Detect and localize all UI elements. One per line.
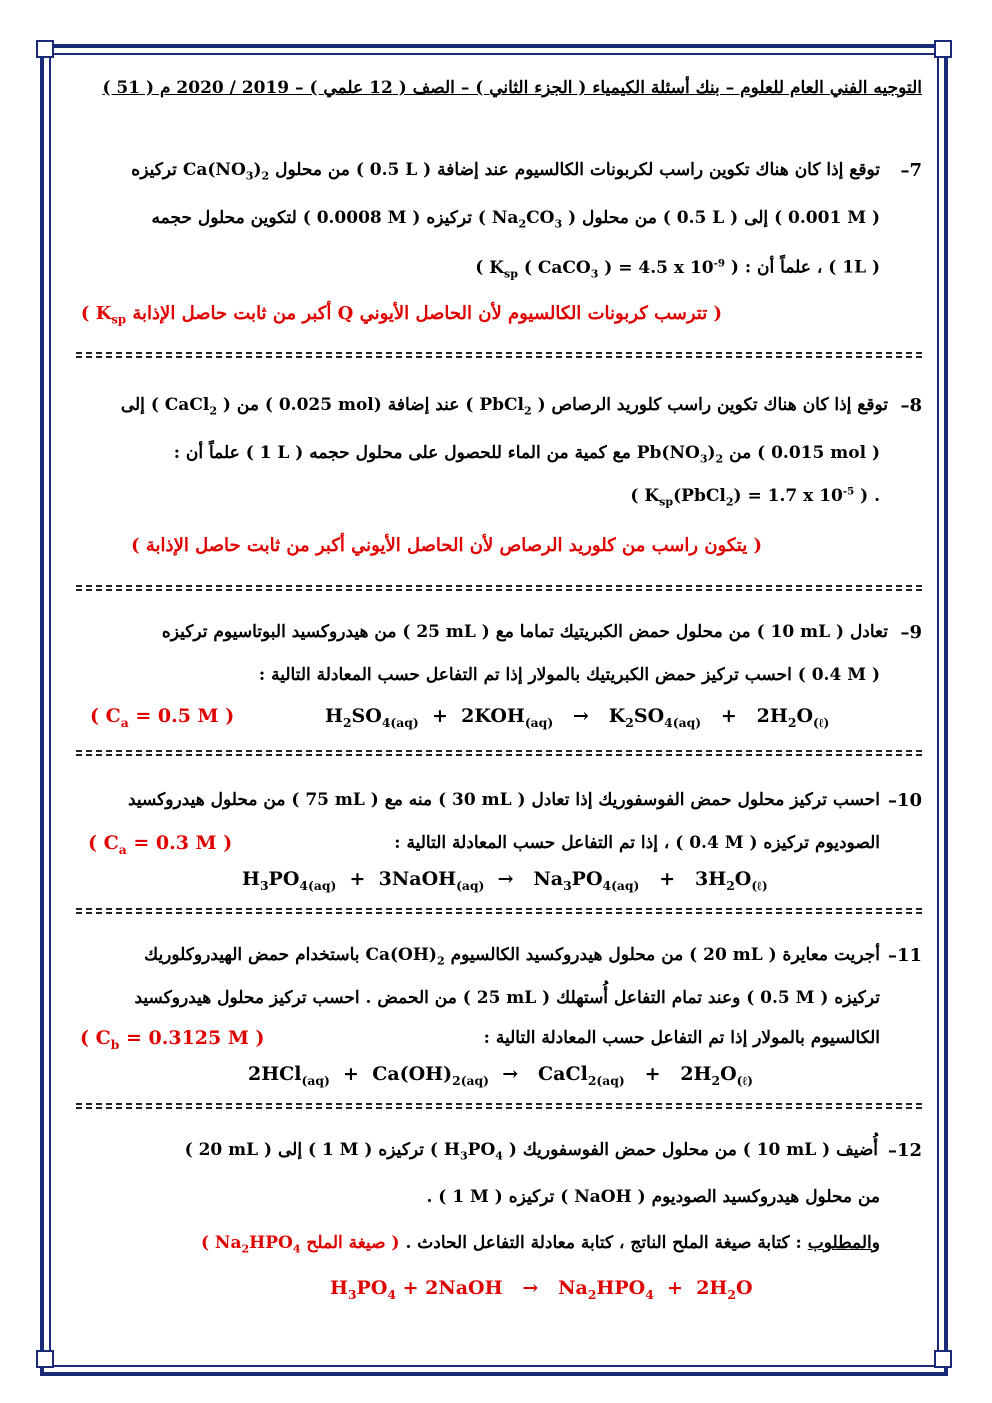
question-line: ( $K_{sp}(PbCl_2) = 1.7$ x $10^{-5}$ ) .	[630, 485, 880, 509]
equation: $H_2SO_{4(aq)} + 2KOH_{(aq)} \to K_2SO_{4(aq)} + 2H_2O_{(\ell)}$	[325, 705, 830, 730]
answer: ( $C_b = 0.3125$ M )	[80, 1027, 265, 1052]
border-corner	[934, 1350, 952, 1368]
question-number: 11–	[887, 945, 922, 966]
answer-equation: $H_3PO_4$ + 2NaOH → $Na_2HPO_4 + 2H_2O$	[330, 1277, 753, 1302]
question-line: الصوديوم تركيزه ( 0.4 M ) ، إذا تم التفاعل حسب المعادلة التالية :	[394, 833, 880, 853]
question-line: أجريت معايرة ( 20 mL ) من محلول هيدروكسيد الكالسيوم $Ca(OH)_2$ باستخدام حمض الهيدروكلوريك	[144, 945, 880, 968]
question-line	[201, 1233, 880, 1255]
question-line: تركيزه ( 0.5 M ) وعند تمام التفاعل أُستهلك ( 25 mL ) من الحمض . احسب تركيز محلول هيدروكسيد	[134, 988, 880, 1008]
separator	[76, 908, 922, 914]
equation: $H_3PO_{4(aq)}$ + 3NaOH$_{(aq)}$ → $Na_3PO_{4(aq)} + 3H_2O_{(\ell)}$	[242, 868, 768, 893]
border-corner	[36, 40, 54, 58]
question-line: ( 0.015 mol ) من $Pb(NO_3)_2$ مع كمية من الماء للحصول على محلول حجمه ( 1 L ) علماً أن :	[173, 443, 880, 466]
question-line: توقع إذا كان هناك تكوين راسب لكربونات الكالسيوم عند إضافة ( 0.5 L ) من محلول $Ca(NO_3)_2$ تركيزه	[131, 160, 880, 183]
question-number: 9–	[900, 622, 922, 643]
question-line: احسب تركيز محلول حمض الفوسفوريك إذا تعادل ( 30 mL ) منه مع ( 75 mL ) من محلول هيدروكسيد	[127, 790, 880, 810]
question-line: من محلول هيدروكسيد الصوديوم ( NaOH ) تركيزه ( 1 M ) .	[426, 1187, 880, 1207]
page-header: التوجيه الفني العام للعلوم – بنك أسئلة الكيمياء ( الجزء الثاني ) – الصف ( 12 علمي ) – 2019 / 2020 م ( 51 )	[102, 78, 922, 98]
separator	[76, 585, 922, 591]
separator	[76, 750, 922, 756]
answer: ( صيغة الملح $Na_2HPO_4$ )	[200, 1233, 400, 1256]
question-number: 7–	[900, 160, 922, 181]
separator	[76, 352, 922, 358]
question-line: ( 0.4 M ) احسب تركيز حمض الكبريتيك بالمولار إذا تم التفاعل حسب المعادلة التالية :	[258, 665, 880, 685]
answer: ( تترسب كربونات الكالسيوم لأن الحاصل الأيوني Q أكبر من ثابت حاصل الإذابة $K_{sp}$ )	[80, 303, 722, 327]
border-corner	[934, 40, 952, 58]
border-corner	[36, 1350, 54, 1368]
separator	[76, 1103, 922, 1109]
question-line: أُضيف ( 10 mL ) من محلول حمض الفوسفوريك ( $H_3PO_4$ ) تركيزه ( 1 M ) إلى ( 20 mL )	[184, 1140, 878, 1163]
question-line: ( 0.001 M ) إلى ( 0.5 L ) من محلول ( $Na_2CO_3$ ) تركيزه ( 0.0008 M ) لتكوين محلول حجمه	[151, 208, 880, 231]
question-number: 12–	[887, 1140, 922, 1161]
question-number: 8–	[900, 395, 922, 416]
required-label: والمطلوب	[807, 1233, 880, 1253]
required-text: : كتابة صيغة الملح الناتج ، كتابة معادلة التفاعل الحادث .	[405, 1233, 802, 1253]
question-line: توقع إذا كان هناك تكوين راسب كلوريد الرصاص ( PbCl$_2$ ) عند إضافة (0.025 mol ) من ( CaCl$_2$ ) إلى	[120, 395, 888, 418]
answer: ( $C_a = 0.5$ M )	[90, 705, 235, 730]
answer: ( يتكون راسب من كلوريد الرصاص لأن الحاصل الأيوني أكبر من ثابت حاصل الإذابة )	[131, 535, 762, 556]
question-number: 10–	[887, 790, 922, 811]
question-line: ( 1L ) ، علماً أن : ( $K_{sp}$ ( CaCO$_3$ ) = 4.5 x $10^{-9}$ )	[475, 257, 880, 281]
equation: $2HCl_{(aq)} + Ca(OH)_{2(aq)}$ → CaCl$_{2(aq)}$ + $2H_2O_{(\ell)}$	[248, 1063, 753, 1088]
answer: ( $C_a = 0.3$ M )	[88, 832, 233, 857]
question-line: الكالسيوم بالمولار إذا تم التفاعل حسب المعادلة التالية :	[483, 1028, 880, 1048]
question-line: تعادل ( 10 mL ) من محلول حمض الكبريتيك تماما مع ( 25 mL ) من هيدروكسيد البوتاسيوم تركيزه	[161, 622, 888, 642]
